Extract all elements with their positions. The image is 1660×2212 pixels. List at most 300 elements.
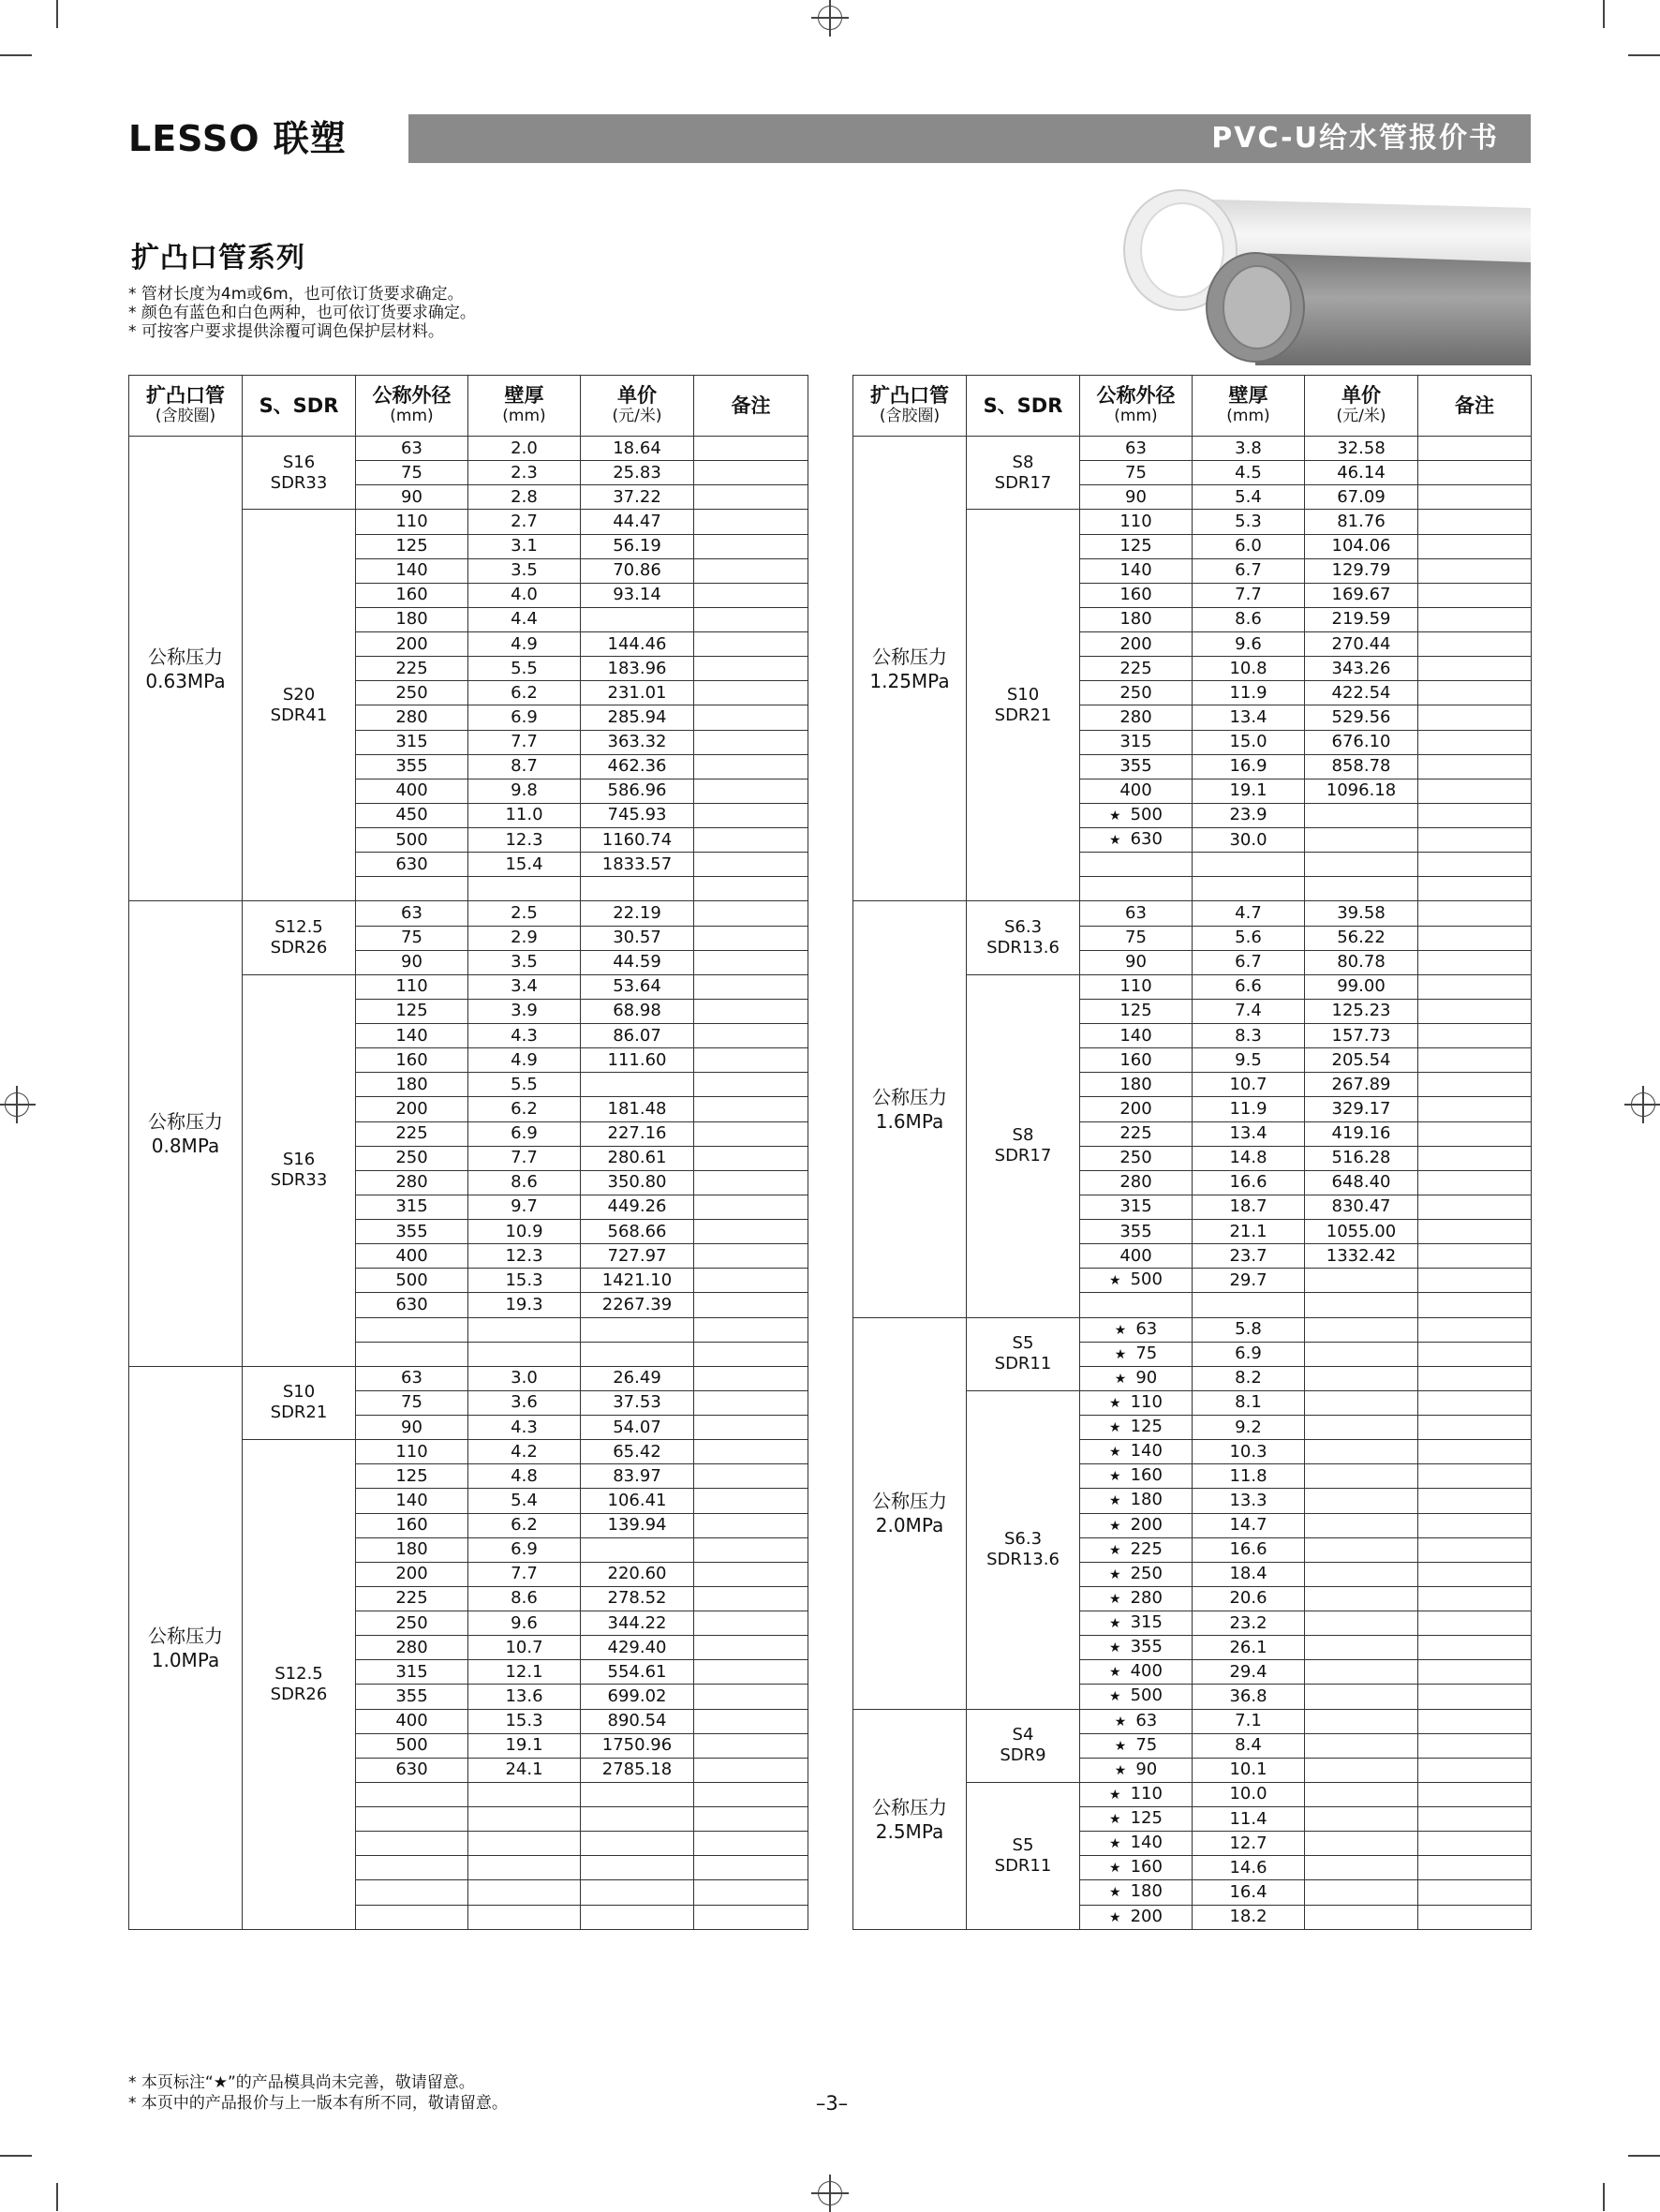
header-wall-thickness: 壁厚 (mm) (1193, 376, 1305, 437)
wall-thickness-cell: 8.1 (1193, 1390, 1305, 1415)
unit-price-cell: 129.79 (1305, 558, 1418, 583)
unit-price-cell: 144.46 (581, 632, 694, 657)
wall-thickness-cell: 6.2 (468, 681, 581, 705)
remarks-cell (1418, 926, 1532, 950)
remarks-cell (694, 1758, 808, 1782)
outer-diameter-cell: 90 (1080, 485, 1193, 510)
wall-thickness-cell: 6.9 (468, 1121, 581, 1146)
unit-price-cell (581, 1832, 694, 1856)
note-line: * 可按客户要求提供涂覆可调色保护层材料。 (128, 322, 444, 341)
unit-price-cell: 68.98 (581, 999, 694, 1023)
remarks-cell (694, 1905, 808, 1929)
remarks-cell (694, 853, 808, 877)
outer-diameter-cell: 180 (356, 1073, 468, 1097)
outer-diameter-cell: 75 (1080, 926, 1193, 950)
remarks-cell (694, 510, 808, 534)
unit-price-cell: 18.64 (581, 437, 694, 461)
remarks-cell (1418, 754, 1532, 779)
outer-diameter-cell (1080, 1758, 1193, 1782)
wall-thickness-cell: 2.0 (468, 437, 581, 461)
wall-thickness-cell: 7.4 (1193, 999, 1305, 1023)
star-icon: ★ (1114, 1738, 1127, 1754)
star-icon: ★ (1109, 1469, 1121, 1485)
remarks-cell (694, 1269, 808, 1293)
wall-thickness-cell (468, 1317, 581, 1342)
unit-price-cell: 1160.74 (581, 828, 694, 853)
wall-thickness-cell: 8.2 (1193, 1366, 1305, 1390)
outer-diameter-cell: 75 (356, 1390, 468, 1415)
wall-thickness-cell: 30.0 (1193, 828, 1305, 853)
outer-diameter-cell: 125 (1080, 999, 1193, 1023)
remarks-cell (1418, 1636, 1532, 1660)
remarks-cell (694, 1416, 808, 1440)
s-series-label: S8 (1012, 452, 1034, 472)
unit-price-cell (581, 1880, 694, 1905)
remarks-cell (1418, 1317, 1532, 1342)
outer-diameter-cell: 140 (356, 558, 468, 583)
wall-thickness-cell: 6.2 (468, 1513, 581, 1537)
unit-price-cell: 586.96 (581, 779, 694, 803)
wall-thickness-cell: 4.2 (468, 1440, 581, 1464)
outer-diameter-cell: 63 (1080, 901, 1193, 926)
sdr-label: SDR9 (1000, 1745, 1046, 1766)
s-sdr-cell (243, 437, 356, 510)
unit-price-cell: 220.60 (581, 1562, 694, 1586)
outer-diameter-cell (1080, 1269, 1193, 1293)
remarks-cell (694, 779, 808, 803)
unit-price-cell: 30.57 (581, 926, 694, 950)
sdr-label: SDR13.6 (986, 938, 1060, 958)
wall-thickness-cell: 6.9 (468, 1537, 581, 1562)
outer-diameter-cell (1080, 1537, 1193, 1562)
unit-price-cell (1305, 1709, 1418, 1733)
outer-diameter-cell: 630 (356, 1293, 468, 1317)
outer-diameter-cell: 355 (356, 754, 468, 779)
diameter-value: 200 (1130, 1514, 1163, 1535)
remarks-cell (694, 1513, 808, 1537)
s-sdr-cell (967, 901, 1080, 974)
unit-price-cell: 278.52 (581, 1586, 694, 1611)
wall-thickness-cell (468, 1856, 581, 1880)
diameter-value: 280 (1130, 1587, 1163, 1608)
remarks-cell (1418, 1660, 1532, 1685)
unit-price-cell (1305, 1905, 1418, 1929)
wall-thickness-cell: 7.7 (468, 1146, 581, 1170)
unit-price-cell: 99.00 (1305, 974, 1418, 999)
wall-thickness-cell: 13.3 (1193, 1489, 1305, 1513)
table-header-row (129, 376, 808, 437)
star-icon: ★ (1109, 1836, 1121, 1852)
unit-price-cell (1305, 1440, 1418, 1464)
unit-price-cell: 858.78 (1305, 754, 1418, 779)
unit-price-cell: 39.58 (1305, 901, 1418, 926)
remarks-cell (694, 999, 808, 1023)
wall-thickness-cell: 4.7 (1193, 901, 1305, 926)
outer-diameter-cell: 75 (1080, 461, 1193, 485)
outer-diameter-cell (356, 1856, 468, 1880)
wall-thickness-cell (1193, 1293, 1305, 1317)
unit-price-cell: 568.66 (581, 1220, 694, 1244)
unit-price-cell (1305, 1317, 1418, 1342)
remarks-cell (1418, 877, 1532, 901)
remarks-cell (694, 803, 808, 827)
pressure-class-cell (853, 901, 967, 1317)
section-notes (128, 285, 476, 341)
unit-price-cell (1305, 1660, 1418, 1685)
wall-thickness-cell: 9.5 (1193, 1048, 1305, 1073)
outer-diameter-cell: 110 (1080, 974, 1193, 999)
diameter-value: 110 (1130, 1391, 1163, 1412)
wall-thickness-cell: 3.1 (468, 534, 581, 558)
s-sdr-cell (967, 1317, 1080, 1390)
unit-price-cell: 227.16 (581, 1121, 694, 1146)
wall-thickness-cell: 3.8 (1193, 437, 1305, 461)
diameter-value: 75 (1135, 1343, 1158, 1363)
header-product: 扩凸口管 (含胶圈) (129, 376, 243, 437)
wall-thickness-cell: 23.7 (1193, 1244, 1305, 1269)
unit-price-cell (1305, 1489, 1418, 1513)
pressure-label: 公称压力 (148, 1110, 223, 1134)
remarks-cell (1418, 1024, 1532, 1048)
outer-diameter-cell (1080, 1782, 1193, 1806)
unit-price-cell (1305, 1758, 1418, 1782)
sdr-label: SDR33 (270, 1170, 328, 1191)
wall-thickness-cell: 19.3 (468, 1293, 581, 1317)
unit-price-cell: 37.53 (581, 1390, 694, 1415)
wall-thickness-cell: 26.1 (1193, 1636, 1305, 1660)
wall-thickness-cell: 16.9 (1193, 754, 1305, 779)
star-icon: ★ (1109, 1566, 1121, 1582)
star-icon: ★ (1109, 1665, 1121, 1681)
unit-price-cell: 44.59 (581, 950, 694, 974)
unit-price-cell: 80.78 (1305, 950, 1418, 974)
unit-price-cell (1305, 1269, 1418, 1293)
wall-thickness-cell: 10.7 (468, 1636, 581, 1660)
unit-price-cell (581, 1317, 694, 1342)
diameter-value: 140 (1130, 1441, 1163, 1462)
unit-price-cell: 676.10 (1305, 730, 1418, 754)
remarks-cell (694, 1586, 808, 1611)
outer-diameter-cell: 225 (1080, 657, 1193, 681)
outer-diameter-cell (1080, 1905, 1193, 1929)
unit-price-cell: 181.48 (581, 1097, 694, 1121)
wall-thickness-cell: 19.1 (1193, 779, 1305, 803)
brand-latin: LESSO (128, 118, 260, 159)
outer-diameter-cell: 280 (356, 1636, 468, 1660)
pressure-label: 公称压力 (148, 1624, 223, 1647)
unit-price-cell: 32.58 (1305, 437, 1418, 461)
pressure-label: 2.5MPa (875, 1819, 944, 1843)
remarks-cell (694, 1832, 808, 1856)
remarks-cell (1418, 1048, 1532, 1073)
outer-diameter-cell: 355 (1080, 1220, 1193, 1244)
outer-diameter-cell (1080, 1416, 1193, 1440)
wall-thickness-cell: 5.4 (1193, 485, 1305, 510)
remarks-cell (694, 1660, 808, 1685)
remarks-cell (1418, 730, 1532, 754)
wall-thickness-cell: 6.0 (1193, 534, 1305, 558)
outer-diameter-cell: 355 (356, 1685, 468, 1709)
remarks-cell (694, 1048, 808, 1073)
outer-diameter-cell: 63 (1080, 437, 1193, 461)
unit-price-cell (1305, 1293, 1418, 1317)
header-product: 扩凸口管 (含胶圈) (853, 376, 967, 437)
s-sdr-cell (967, 437, 1080, 510)
unit-price-cell (1305, 1880, 1418, 1905)
s-series-label: S5 (1012, 1333, 1034, 1354)
table-row (129, 901, 808, 926)
remarks-cell (1418, 1832, 1532, 1856)
unit-price-cell: 111.60 (581, 1048, 694, 1073)
outer-diameter-cell: 400 (356, 1709, 468, 1733)
table-row (853, 901, 1532, 926)
sdr-label: SDR33 (270, 472, 328, 493)
wall-thickness-cell: 8.6 (1193, 607, 1305, 631)
wall-thickness-cell (468, 877, 581, 901)
unit-price-cell (1305, 1513, 1418, 1537)
diameter-value: 160 (1130, 1857, 1163, 1878)
title-banner (408, 114, 1531, 163)
wall-thickness-cell: 2.7 (468, 510, 581, 534)
star-icon: ★ (1109, 1616, 1121, 1632)
wall-thickness-cell: 4.4 (468, 607, 581, 631)
outer-diameter-cell: 280 (1080, 705, 1193, 730)
outer-diameter-cell: 315 (356, 1195, 468, 1219)
outer-diameter-cell (1080, 1440, 1193, 1464)
s-series-label: S4 (1012, 1725, 1034, 1745)
outer-diameter-cell: 90 (1080, 950, 1193, 974)
outer-diameter-cell: 250 (356, 1146, 468, 1170)
pressure-class-cell (129, 437, 243, 901)
remarks-cell (1418, 1416, 1532, 1440)
wall-thickness-cell: 4.9 (468, 632, 581, 657)
remarks-cell (694, 828, 808, 853)
outer-diameter-cell: 250 (356, 681, 468, 705)
unit-price-cell (1305, 1562, 1418, 1586)
outer-diameter-cell: 280 (1080, 1170, 1193, 1195)
wall-thickness-cell: 9.6 (468, 1611, 581, 1636)
unit-price-cell (1305, 1782, 1418, 1806)
remarks-cell (1418, 1073, 1532, 1097)
remarks-cell (1418, 1366, 1532, 1390)
pressure-class-cell (853, 437, 967, 901)
remarks-cell (694, 705, 808, 730)
outer-diameter-cell: 160 (1080, 1048, 1193, 1073)
remarks-cell (694, 1611, 808, 1636)
outer-diameter-cell: 250 (356, 1611, 468, 1636)
star-icon: ★ (1109, 1689, 1121, 1705)
remarks-cell (1418, 999, 1532, 1023)
unit-price-cell (1305, 1832, 1418, 1856)
remarks-cell (1418, 853, 1532, 877)
remarks-cell (694, 1733, 808, 1758)
s-sdr-cell (967, 1709, 1080, 1782)
wall-thickness-cell: 29.4 (1193, 1660, 1305, 1685)
s-series-label: S20 (282, 684, 316, 705)
unit-price-cell: 516.28 (1305, 1146, 1418, 1170)
diameter-value: 110 (1130, 1783, 1163, 1804)
wall-thickness-cell: 13.6 (468, 1685, 581, 1709)
unit-price-cell: 727.97 (581, 1244, 694, 1269)
star-icon: ★ (1109, 1420, 1121, 1436)
wall-thickness-cell: 2.3 (468, 461, 581, 485)
remarks-cell (694, 1856, 808, 1880)
wall-thickness-cell: 18.7 (1193, 1195, 1305, 1219)
outer-diameter-cell: 200 (356, 1097, 468, 1121)
remarks-cell (694, 1146, 808, 1170)
wall-thickness-cell: 3.0 (468, 1366, 581, 1390)
outer-diameter-cell: 315 (1080, 730, 1193, 754)
registration-mark-icon (818, 6, 842, 30)
outer-diameter-cell (356, 1807, 468, 1832)
pressure-label: 2.0MPa (875, 1514, 944, 1537)
wall-thickness-cell (468, 1832, 581, 1856)
s-series-label: S10 (282, 1382, 316, 1403)
pressure-label: 0.8MPa (151, 1135, 220, 1158)
wall-thickness-cell: 10.1 (1193, 1758, 1305, 1782)
wall-thickness-cell: 10.0 (1193, 1782, 1305, 1806)
wall-thickness-cell: 20.6 (1193, 1586, 1305, 1611)
unit-price-cell: 46.14 (1305, 461, 1418, 485)
wall-thickness-cell: 11.8 (1193, 1464, 1305, 1489)
wall-thickness-cell: 18.4 (1193, 1562, 1305, 1586)
pressure-label: 0.63MPa (145, 669, 226, 692)
wall-thickness-cell (468, 1807, 581, 1832)
remarks-cell (694, 461, 808, 485)
remarks-cell (694, 1170, 808, 1195)
outer-diameter-cell (1080, 1390, 1193, 1415)
registration-mark-icon (5, 1092, 29, 1117)
star-icon: ★ (1114, 1714, 1127, 1730)
unit-price-cell (1305, 1464, 1418, 1489)
wall-thickness-cell: 10.9 (468, 1220, 581, 1244)
wall-thickness-cell (468, 1905, 581, 1929)
crop-mark (0, 54, 32, 56)
s-sdr-cell (967, 974, 1080, 1317)
outer-diameter-cell: 315 (1080, 1195, 1193, 1219)
wall-thickness-cell (1193, 853, 1305, 877)
diameter-value: 180 (1130, 1881, 1163, 1902)
unit-price-cell (581, 1782, 694, 1806)
outer-diameter-cell (1080, 1562, 1193, 1586)
remarks-cell (694, 1537, 808, 1562)
star-icon: ★ (1109, 1812, 1121, 1828)
outer-diameter-cell: 110 (356, 1440, 468, 1464)
pressure-label: 公称压力 (872, 1795, 947, 1819)
wall-thickness-cell: 7.7 (1193, 583, 1305, 607)
wall-thickness-cell (1193, 877, 1305, 901)
remarks-cell (1418, 803, 1532, 827)
unit-price-cell (1305, 1636, 1418, 1660)
remarks-cell (1418, 1880, 1532, 1905)
crop-mark (56, 0, 58, 28)
s-series-label: S16 (282, 1150, 316, 1170)
diameter-value: 125 (1130, 1417, 1163, 1437)
remarks-cell (1418, 1269, 1532, 1293)
unit-price-cell: 363.32 (581, 730, 694, 754)
unit-price-cell: 350.80 (581, 1170, 694, 1195)
wall-thickness-cell: 16.6 (1193, 1170, 1305, 1195)
diameter-value: 200 (1130, 1906, 1163, 1926)
diameter-value: 160 (1130, 1465, 1163, 1486)
star-icon: ★ (1109, 1909, 1121, 1925)
sdr-label: SDR21 (270, 1403, 328, 1423)
wall-thickness-cell: 5.5 (468, 657, 581, 681)
unit-price-cell: 125.23 (1305, 999, 1418, 1023)
footer-note-line: * 本页标注“★”的产品模具尚未完善，敬请留意。 (128, 2073, 475, 2092)
outer-diameter-cell: 630 (356, 853, 468, 877)
outer-diameter-cell: 500 (356, 828, 468, 853)
remarks-cell (694, 1244, 808, 1269)
remarks-cell (694, 754, 808, 779)
s-sdr-cell (243, 901, 356, 974)
wall-thickness-cell (468, 1880, 581, 1905)
note-line: * 颜色有蓝色和白色两种，也可依订货要求确定。 (128, 304, 476, 322)
remarks-cell (694, 1293, 808, 1317)
unit-price-cell: 1833.57 (581, 853, 694, 877)
outer-diameter-cell (1080, 1489, 1193, 1513)
star-icon: ★ (1114, 1762, 1127, 1778)
remarks-cell (1418, 510, 1532, 534)
wall-thickness-cell: 36.8 (1193, 1685, 1305, 1709)
wall-thickness-cell: 4.3 (468, 1024, 581, 1048)
outer-diameter-cell (1080, 1513, 1193, 1537)
wall-thickness-cell: 11.4 (1193, 1807, 1305, 1832)
outer-diameter-cell: 180 (356, 1537, 468, 1562)
remarks-cell (694, 926, 808, 950)
outer-diameter-cell: 400 (1080, 1244, 1193, 1269)
unit-price-cell: 183.96 (581, 657, 694, 681)
sdr-label: SDR11 (994, 1855, 1052, 1876)
wall-thickness-cell: 5.4 (468, 1489, 581, 1513)
outer-diameter-cell: 250 (1080, 1146, 1193, 1170)
unit-price-cell: 1421.10 (581, 1269, 694, 1293)
price-table-right (852, 375, 1532, 1930)
outer-diameter-cell (1080, 1880, 1193, 1905)
wall-thickness-cell: 12.3 (468, 828, 581, 853)
remarks-cell (1418, 1513, 1532, 1537)
wall-thickness-cell: 9.7 (468, 1195, 581, 1219)
outer-diameter-cell: 75 (356, 461, 468, 485)
remarks-cell (1418, 1489, 1532, 1513)
outer-diameter-cell: 125 (356, 534, 468, 558)
unit-price-cell: 67.09 (1305, 485, 1418, 510)
wall-thickness-cell: 7.7 (468, 730, 581, 754)
unit-price-cell (1305, 1537, 1418, 1562)
s-series-label: S6.3 (1003, 1529, 1043, 1550)
remarks-cell (1418, 974, 1532, 999)
unit-price-cell: 93.14 (581, 583, 694, 607)
star-icon: ★ (1109, 1885, 1121, 1901)
outer-diameter-cell (356, 1317, 468, 1342)
star-icon: ★ (1109, 1518, 1121, 1534)
diameter-value: 250 (1130, 1563, 1163, 1583)
remarks-cell (1418, 1856, 1532, 1880)
wall-thickness-cell: 7.1 (1193, 1709, 1305, 1733)
unit-price-cell: 205.54 (1305, 1048, 1418, 1073)
outer-diameter-cell: 315 (356, 1660, 468, 1685)
outer-diameter-cell (1080, 803, 1193, 827)
wall-thickness-cell: 24.1 (468, 1758, 581, 1782)
remarks-cell (1418, 607, 1532, 631)
wall-thickness-cell: 15.3 (468, 1709, 581, 1733)
star-icon: ★ (1109, 833, 1121, 849)
wall-thickness-cell: 13.4 (1193, 705, 1305, 730)
unit-price-cell: 53.64 (581, 974, 694, 999)
outer-diameter-cell: 400 (356, 779, 468, 803)
unit-price-cell (1305, 1807, 1418, 1832)
outer-diameter-cell: 250 (1080, 681, 1193, 705)
